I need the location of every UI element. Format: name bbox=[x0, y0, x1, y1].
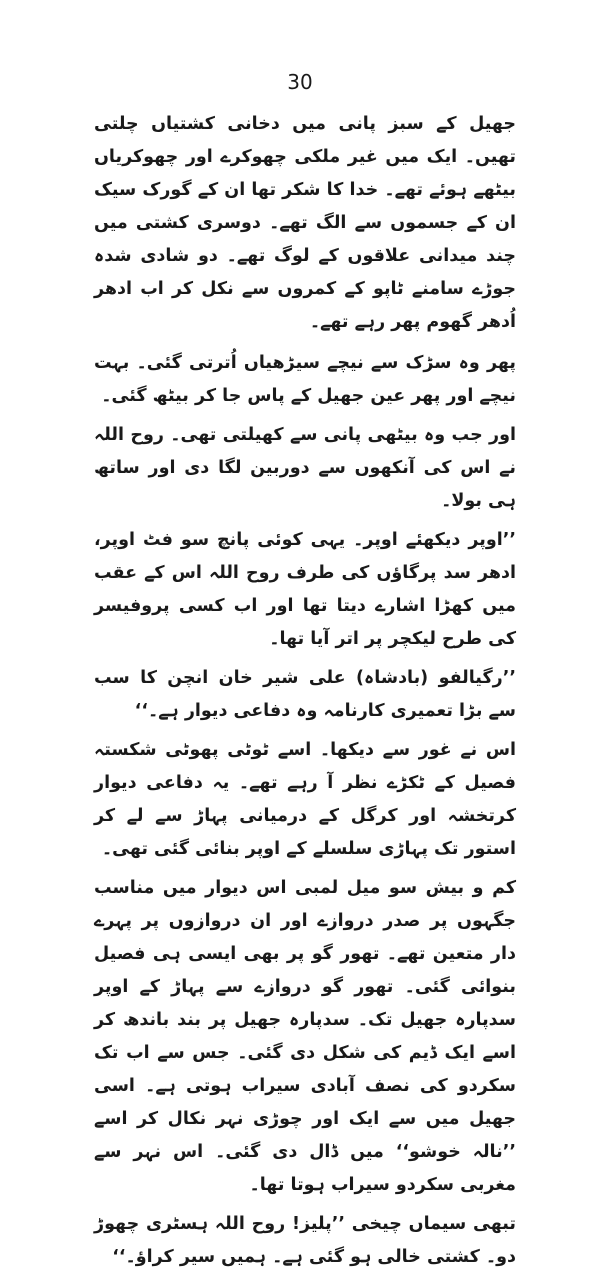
paragraph: جھیل کے سبز پانی میں دخانی کشتیاں چلتی تھیں۔ ایک میں غیر ملکی چھوکرے اور چھوکریاں بیٹھے ہوئے تھے۔ خدا کا شکر تھا ان کے گورک سیک ان کے جسموں سے الگ تھے۔ دوسری کشتی میں چند میدانی علاقوں کے لوگ تھے۔ دو شادی شدہ جوڑے سامنے ٹاپو کے کمروں سے نکل کر اب ادھر اُدھر گھوم پھر رہے تھے۔ bbox=[94, 114, 516, 332]
paragraph: اس نے غور سے دیکھا۔ اسے ٹوٹی پھوٹی شکستہ فصیل کے ٹکڑے نظر آ رہے تھے۔ یہ دفاعی دیوار کرتخشہ اور کرگل کے درمیانی پہاڑ سے لے کر استور تک پہاڑی سلسلے کے اوپر بنائی گئی تھی۔ bbox=[94, 740, 516, 859]
paragraph: ’’اوپر دیکھئے اوپر۔ یہی کوئی پانچ سو فٹ اوپر، ادھر سد پرگاؤں کی طرف روح اللہ اس کے عقب میں کھڑا اشارے دیتا تھا اور اب کسی پروفیسر کی طرح لیکچر پر اتر آیا تھا۔ bbox=[94, 530, 516, 649]
paragraph: تبھی سیماں چیخی ’’پلیز! روح اللہ ہسٹری چھوڑ دو۔ کشتی خالی ہو گئی ہے۔ ہمیں سیر کراؤ۔‘‘ bbox=[94, 1214, 516, 1267]
paragraph: پھر وہ سڑک سے نیچے سیڑھیاں اُترتی گئی۔ بہت نیچے اور پھر عین جھیل کے پاس جا کر بیٹھ گئی۔ bbox=[94, 353, 516, 406]
paragraph: کم و بیش سو میل لمبی اس دیوار میں مناسب جگہوں پر صدر دروازے اور ان دروازوں پر پہرے دار متعین تھے۔ تھور گو پر بھی ایسی ہی فصیل بنوائی گئی۔ تھور گو دروازے سے پہاڑ کے اوپر سدپارہ جھیل تک۔ سدپارہ جھیل پر بند باندھ کر اسے ایک ڈیم کی شکل دی گئی۔ جس سے اب تک سکردو کی نصف آبادی سیراب ہوتی ہے۔ اسی جھیل میں سے ایک اور چوڑی نہر نکال کر اسے ’’نالہ خوشو‘‘ میں ڈال دی گئی۔ اس نہر سے مغربی سکردو سیراب ہوتا تھا۔ bbox=[94, 878, 516, 1195]
paragraph: ’’رگیالفو (بادشاہ) علی شیر خان انچن کا سب سے بڑا تعمیری کارنامہ وہ دفاعی دیوار ہے۔‘‘ bbox=[94, 668, 516, 721]
page-number: 30 bbox=[287, 70, 313, 94]
body-text bbox=[94, 108, 516, 1280]
paragraph: اور جب وہ بیٹھی پانی سے کھیلتی تھی۔ روح اللہ نے اس کی آنکھوں سے دوربین لگا دی اور ساتھ ہی بولا۔ bbox=[94, 425, 516, 511]
